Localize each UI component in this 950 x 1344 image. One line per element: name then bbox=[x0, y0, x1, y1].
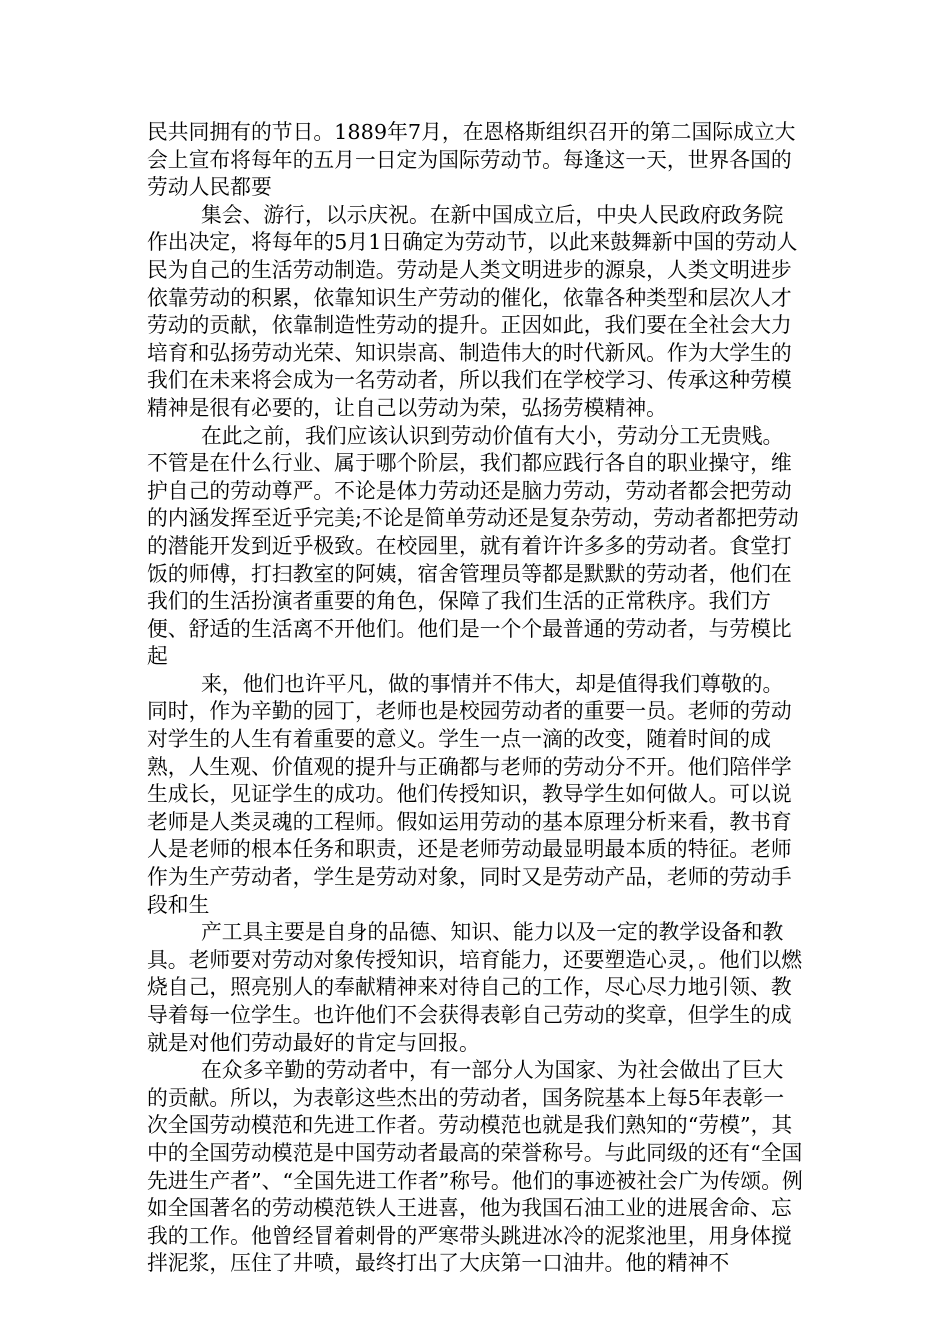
paragraph-3: 在此之前，我们应该认识到劳动价值有大小，劳动分工无贵贱。不管是在什么行业、属于哪个阶层，我们都应践行各自的职业操守，维护自己的劳动尊严。不论是体力劳动还是脑力劳动，劳动者都会把劳动的内涵发挥至近乎完美;不论是简单劳动还是复杂劳动，劳动者都把劳动的潜能开发到近乎极致。在校园里，就有着许许多多的劳动者。食堂打饭的师傅，打扫教室的阿姨，宿舍管理员等都是默默的劳动者，他们在我们的生活扮演者重要的角色，保障了我们生活的正常秩序。我们方便、舒适的生活离不开他们。他们是一个个最普通的劳动者，与劳模比起 bbox=[147, 423, 799, 669]
paragraph-4: 来，他们也许平凡，做的事情并不伟大，却是值得我们尊敬的。同时，作为辛勤的园丁，老师也是校园劳动者的重要一员。老师的劳动对学生的人生有着重要的意义。学生一点一滴的改变，随着时间的成熟，人生观、价值观的提升与正确都与老师的劳动分不开。他们陪伴学生成长，见证学生的成功。他们传授知识，教导学生如何做人。可以说老师是人类灵魂的工程师。假如运用劳动的基本原理分析来看，教书育人是老师的根本任务和职责，还是老师劳动最显明最本质的特征。老师作为生产劳动者，学生是劳动对象，同时又是劳动产品，老师的劳动手段和生 bbox=[147, 671, 792, 917]
paragraph-2: 集会、游行，以示庆祝。在新中国成立后，中央人民政府政务院作出决定，将每年的5月1日确定为劳动节，以此来鼓舞新中国的劳动人民为自己的生活劳动制造。劳动是人类文明进步的源泉，人类文明进步依靠劳动的积累，依靠知识生产劳动的催化，依靠各种类型和层次人才劳动的贡献，依靠制造性劳动的提升。正因如此，我们要在全社会大力培育和弘扬劳动光荣、知识崇高、制造伟大的时代新风。作为大学生的我们在未来将会成为一名劳动者，所以我们在学校学习、传承这种劳模精神是很有必要的，让自己以劳动为荣，弘扬劳模精神。 bbox=[147, 202, 798, 420]
paragraph-6: 在众多辛勤的劳动者中，有一部分人为国家、为社会做出了巨大的贡献。所以，为表彰这些杰出的劳动者，国务院基本上每5年表彰一次全国劳动模范和先进工作者。劳动模范也就是我们熟知的“劳模”，其中的全国劳动模范是中国劳动者最高的荣誉称号。与此同级的还有“全国先进生产者”、“全国先进工作者”称号。他们的事迹被社会广为传颂。例如全国著名的劳动模范铁人王进喜，他为我国石油工业的进展舍命、忘我的工作。他曾经冒着刺骨的严寒带头跳进冰冷的泥浆池里，用身体搅拌泥浆，压住了井喷，最终打出了大庆第一口油井。他的精神不 bbox=[147, 1058, 803, 1276]
paragraph-5: 产工具主要是自身的品德、知识、能力以及一定的教学设备和教具。老师要对劳动对象传授知识，培育能力，还要塑造心灵，。他们以燃烧自己，照亮别人的奉献精神来对待自己的工作，尽心尽力地引领、教导着每一位学生。也许他们不会获得表彰自己劳动的奖章，但学生的成就是对他们劳动最好的肯定与回报。 bbox=[147, 920, 803, 1055]
document-body bbox=[147, 119, 803, 1278]
paragraph-1: 民共同拥有的节日。1889年7月，在恩格斯组织召开的第二国际成立大会上宣布将每年的五月一日定为国际劳动节。每逢这一天，世界各国的劳动人民都要 bbox=[147, 120, 796, 200]
